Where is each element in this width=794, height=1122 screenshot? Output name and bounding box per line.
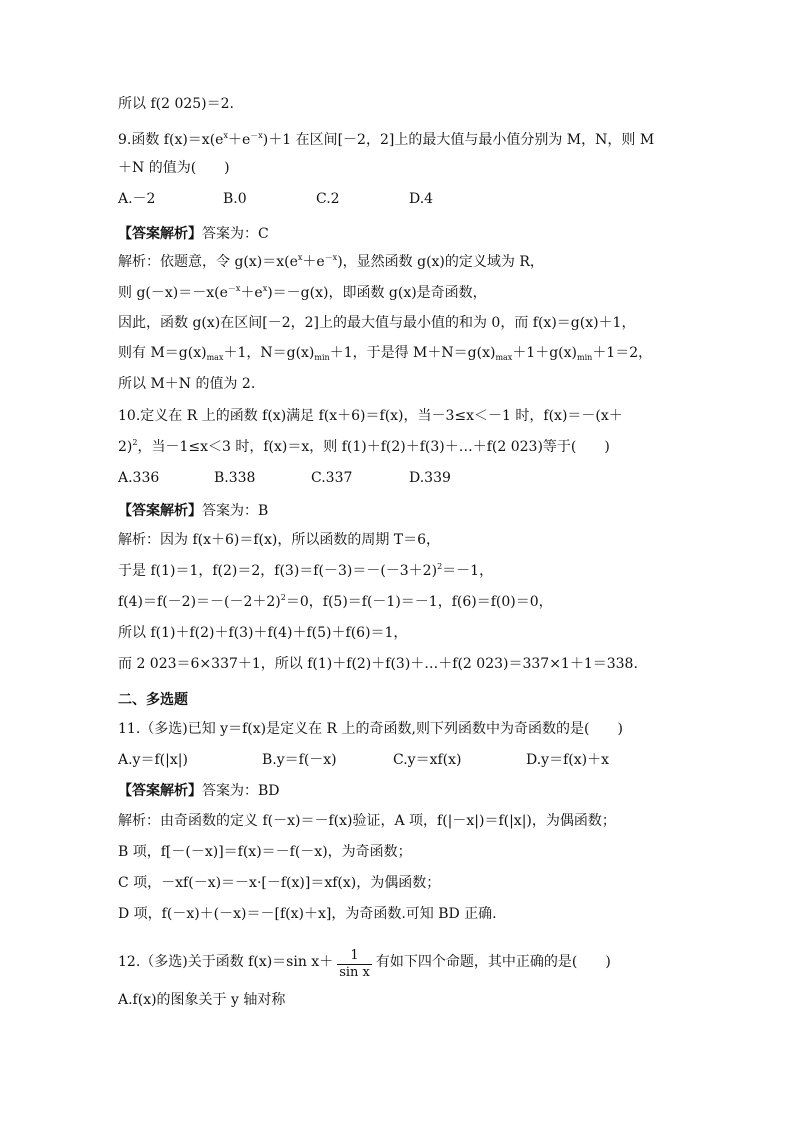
question-10-cont: 2)$^2$，当－1≤x＜3 时，f(x)＝x，则 f(1)＋f(2)＋f(3)＋…＋f(2 023)等于( ) <box>118 438 610 455</box>
solution-line: 因此，函数 g(x)在区间[－2，2]上的最大值与最小值的和为 0，而 f(x)＝g(x)＋1， <box>118 315 636 331</box>
option-a: A.f(x)的图象关于 y 轴对称 <box>118 992 286 1008</box>
fraction: $\frac{1}{\text{sin x}}$ <box>339 947 370 980</box>
solution-line: $f(4)=f(-2)=-(-2+2)^2=0$，f(5)＝f(－1)＝－1，f(6)＝f(0)＝0， <box>118 593 553 610</box>
option-d: D.4 <box>409 191 434 207</box>
section-heading: 二、多选题 <box>118 692 188 708</box>
option-a: A.336 <box>118 470 160 486</box>
option-c: C.y＝xf(x) <box>393 752 462 768</box>
solution-line: 解析：依题意，令 $g(x)=x(e^x+e^{-x})$，显然函数 g(x)的定义域为 R， <box>118 253 544 270</box>
option-c: C.2 <box>316 191 340 207</box>
solution-line: 所以 M＋N 的值为 2. <box>118 376 256 392</box>
solution-line: 解析：由奇函数的定义 f(－x)＝－f(x)验证，A 项，f(|－x|)＝f(|x|)，为偶函数； <box>118 813 616 829</box>
answer-9: 【答案解析】答案为：C <box>118 226 269 242</box>
option-a: A.y＝f(|x|) <box>118 752 188 768</box>
option-d: D.y＝f(x)＋x <box>526 752 609 768</box>
question-11: 11.（多选)已知 y＝f(x)是定义在 R 上的奇函数,则下列函数中为奇函数的是( ) <box>118 721 623 737</box>
solution-line: 则 $g(-x)=-x(e^{-x}+e^x)=-g(x)$，即函数 g(x)是奇函数， <box>118 284 487 301</box>
option-b: B.0 <box>223 191 247 207</box>
question-12: 12.（多选)关于函数 f(x)＝sin x＋ $\frac{1}{\text{sin x}}$ 有如下四个命题，其中正确的是( ) <box>118 947 611 980</box>
option-b: B.338 <box>214 470 256 486</box>
solution-line: 而 2 023＝6×337＋1，所以 f(1)＋f(2)＋f(3)＋…＋f(2 023)＝337×1＋1＝338. <box>118 656 638 672</box>
answer-11: 【答案解析】答案为：BD <box>118 783 280 799</box>
option-d: D.339 <box>409 470 451 486</box>
option-b: B.y＝f(－x) <box>262 752 337 768</box>
question-9-cont: ＋N 的值为( ) <box>118 160 230 176</box>
solution-line: 所以 f(1)＋f(2)＋f(3)＋f(4)＋f(5)＋f(6)＝1， <box>118 625 408 641</box>
text-line: 所以 f(2 025)＝2. <box>118 96 234 112</box>
solution-line: D 项，f(－x)＋(－x)＝－[f(x)＋x]，为奇函数.可知 BD 正确. <box>118 906 497 922</box>
solution-line: B 项，f[－(－x)]＝f(x)＝－f(－x)，为奇函数； <box>118 844 412 860</box>
solution-line: 则有 $M=g(x)_{max}+1$，$N=g(x)_{min}+1$，于是得 $M+N=g(x)_{max}+1+g(x)_{min}+1=2$， <box>118 345 653 362</box>
solution-line: 于是 f(1)＝1，f(2)＝2，$f(3)=f(-3)=-(-3+2)^2=-1$， <box>118 562 494 579</box>
solution-line: C 项，－xf(－x)＝－x·[－f(x)]＝xf(x)，为偶函数； <box>118 875 441 891</box>
answer-10: 【答案解析】答案为：B <box>118 503 269 519</box>
option-a: A.－2 <box>118 191 156 207</box>
solution-line: 解析：因为 f(x＋6)＝f(x)，所以函数的周期 T＝6， <box>118 532 441 548</box>
option-c: C.337 <box>311 470 353 486</box>
question-9: 9.函数 $f(x)=x(e^x+e^{-x})+1$ 在区间[－2，2]上的最大值与最小值分别为 M，N，则 M <box>118 131 655 148</box>
question-10: 10.定义在 R 上的函数 f(x)满足 f(x＋6)＝f(x)，当－3≤x＜－1 时，f(x)＝－(x＋ <box>118 408 623 424</box>
